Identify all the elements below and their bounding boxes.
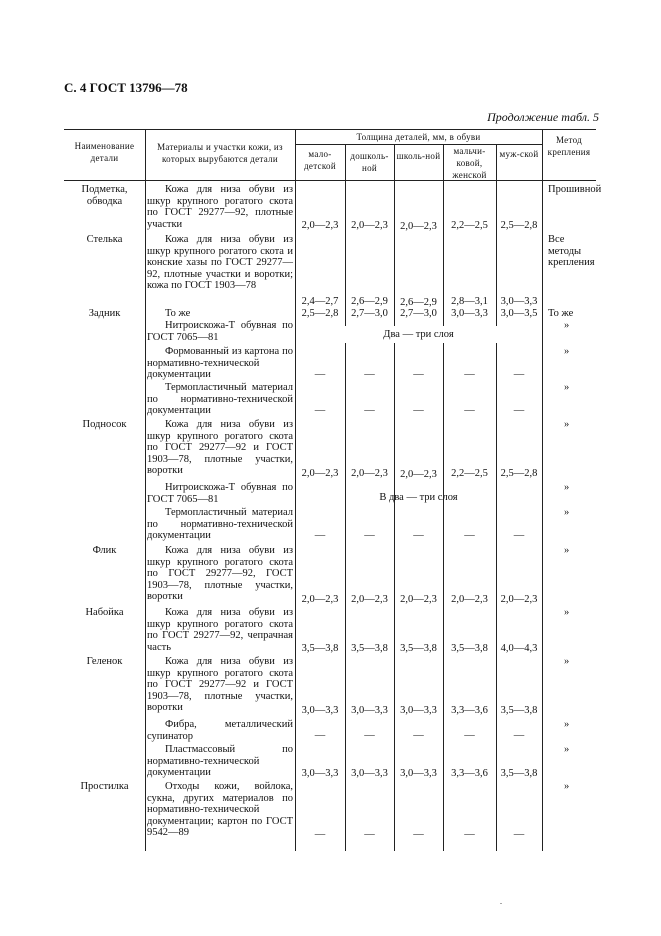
row-value: 3,5—3,8 [400, 643, 437, 654]
row-value: 2,0—2,3 [451, 594, 488, 605]
row-material: Кожа для низа обуви из шкур крупного рогатого скота и конские хазы по ГОСТ 29277—92, плотные участки и воротки; кожа по ГОСТ 1903—78 [147, 234, 293, 292]
thickness-header-rule [295, 144, 542, 145]
row-value: — [364, 829, 375, 840]
row-method: » [564, 482, 570, 493]
col-divider [345, 507, 346, 851]
row-value: — [464, 405, 475, 416]
row-value: 2,5—2,8 [500, 220, 538, 231]
col-divider [145, 129, 146, 851]
row-method: » [564, 320, 570, 331]
row-material: Термопластичный материал по нормативно-технической документации [147, 507, 293, 542]
header-method: Метод крепления [547, 135, 591, 157]
row-name: Геленок [86, 656, 123, 667]
row-value: — [464, 730, 475, 741]
row-value: 2,0—2,3 [301, 468, 339, 479]
row-method: То же [548, 308, 574, 319]
col-divider [394, 144, 395, 180]
row-value: 3,0—3,3 [400, 705, 437, 716]
row-value: — [513, 730, 525, 741]
row-method: Все методы крепления [548, 234, 595, 269]
row-value: — [364, 369, 375, 380]
row-value: — [513, 369, 525, 380]
row-value: 3,0—3,3 [301, 705, 339, 716]
row-name: Флик [92, 545, 117, 556]
row-name: Набойка [85, 607, 124, 618]
row-name: Подносок [82, 419, 127, 430]
row-value: 3,3—3,6 [451, 768, 488, 779]
row-name: Подметка, обводка [81, 184, 128, 207]
row-value: — [314, 369, 326, 380]
row-value: 2,5—2,8 [500, 468, 538, 479]
row-method: » [564, 719, 570, 730]
row-material: Кожа для низа обуви из шкур крупного рогатого скота по ГОСТ 29277—92, плотные участки [147, 184, 293, 230]
row-value: 2,2—2,5 [451, 468, 488, 479]
row-method: Прошивной [548, 184, 602, 195]
row-name: Задник [88, 308, 121, 319]
row-name: Простилка [80, 781, 129, 792]
col-divider [443, 144, 444, 180]
row-value: 2,0—2,3 [400, 221, 437, 232]
header-sub-1: дошколь-ной [350, 151, 389, 173]
row-material: Нитроискожа-Т обувная по ГОСТ 7065—81 [147, 482, 293, 505]
col-divider [443, 507, 444, 851]
row-material: Термопластичный материал по нормативно-технической документации [147, 382, 293, 417]
row-material: Фибра, металлический супинатор [147, 719, 293, 742]
row-value: 3,3—3,6 [451, 705, 488, 716]
row-name: Стелька [86, 234, 123, 245]
row-method: » [564, 507, 570, 518]
row-value: 3,0—3,3 [500, 296, 538, 307]
row-method: » [564, 656, 570, 667]
row-value: — [413, 829, 424, 840]
table-caption: Продолжение табл. 5 [487, 110, 599, 124]
row-value: 2,0—2,3 [351, 594, 388, 605]
row-value: — [364, 405, 375, 416]
row-method: » [564, 382, 570, 393]
header-name: Наименование детали [74, 141, 135, 163]
row-method: » [564, 419, 570, 430]
row-method: » [564, 545, 570, 556]
row-value: 3,0—3,3 [351, 768, 388, 779]
row-value: 3,0—3,3 [451, 308, 488, 319]
row-method: » [564, 781, 570, 792]
header-sub-2: школь-ной [396, 151, 441, 161]
row-value: 2,0—2,3 [301, 220, 339, 231]
row-value: 3,0—3,5 [500, 308, 538, 319]
row-value: — [413, 405, 424, 416]
row-value: 3,5—3,8 [451, 643, 488, 654]
row-value: 2,0—2,3 [400, 594, 437, 605]
row-value: — [314, 405, 326, 416]
col-divider [345, 343, 346, 507]
row-value: 2,7—3,0 [351, 308, 388, 319]
row-value: — [513, 530, 525, 541]
row-value: 3,0—3,3 [301, 768, 339, 779]
row-value: — [314, 829, 326, 840]
row-value: 3,5—3,8 [500, 705, 538, 716]
row-value: — [513, 405, 525, 416]
header-material: Материалы и участки кожи, из которых вырубаются детали [157, 142, 283, 164]
header-sub-4: муж-ской [499, 149, 539, 159]
row-material: Отходы кожи, войлока, сукна, других материалов по нормативно-технической документации; картон по ГОСТ 9542—89 [147, 781, 293, 839]
row-value: — [413, 369, 424, 380]
row-material: Кожа для низа обуви из шкур крупного рогатого скота по ГОСТ 29277—92 и ГОСТ 1903—78, плотные участки, воротки [147, 419, 293, 477]
row-value: — [364, 530, 375, 541]
col-divider [542, 129, 543, 851]
row-value: 2,0—2,3 [301, 594, 339, 605]
row-material: Кожа для низа обуви из шкур крупного рогатого скота по ГОСТ 29277—92 и ГОСТ 1903—78, плотные участки, воротки [147, 656, 293, 714]
row-value: 3,0—3,3 [400, 768, 437, 779]
row-value: — [364, 730, 375, 741]
row-method: » [564, 744, 570, 755]
row-value: — [314, 530, 326, 541]
header-bottom-rule [64, 180, 596, 181]
row-method: » [564, 346, 570, 357]
row-value: 2,0—2,3 [500, 594, 538, 605]
col-divider [443, 343, 444, 507]
header-sub-3: мальчи-ковой, женской [452, 146, 487, 180]
row-value: 2,6—2,9 [400, 297, 437, 308]
scan-dot: . [500, 897, 502, 906]
row-value: 3,5—3,8 [500, 768, 538, 779]
header-sub-0: мало-детской [304, 149, 336, 171]
row-value: — [314, 730, 326, 741]
table-top-rule [64, 129, 596, 130]
row-value: — [413, 730, 424, 741]
row-value: — [513, 829, 525, 840]
row-value: — [464, 829, 475, 840]
col-divider [394, 343, 395, 507]
col-divider [394, 507, 395, 851]
row-method: » [564, 607, 570, 618]
row-material: Формованный из картона по нормативно-технической документации [147, 346, 293, 381]
row-value: 2,5—2,8 [301, 308, 339, 319]
row-material: Кожа для низа обуви из шкур крупного рогатого скота по ГОСТ 29277—92, чепрачная часть [147, 607, 293, 653]
row-value: 2,0—2,3 [400, 469, 437, 480]
row-value: — [413, 530, 424, 541]
row-material: Пластмассовый по нормативно-технической документации [147, 744, 293, 779]
row-value: 2,6—2,9 [351, 296, 388, 307]
row-value: — [464, 530, 475, 541]
row-value: — [464, 369, 475, 380]
page-header: С. 4 ГОСТ 13796—78 [64, 80, 188, 95]
col-divider [496, 343, 497, 507]
row-material: То же [165, 308, 191, 319]
col-divider [496, 144, 497, 180]
row-value: 2,8—3,1 [451, 296, 488, 307]
row-value: 2,0—2,3 [351, 220, 388, 231]
col-divider [295, 129, 296, 851]
row-material: Кожа для низа обуви из шкур крупного рогатого скота по ГОСТ 29277—92, ГОСТ 1903—78, плотные участки, воротки [147, 545, 293, 603]
row-value: 3,5—3,8 [301, 643, 339, 654]
row-value: 3,0—3,3 [351, 705, 388, 716]
row-material: Нитроискожа-Т обувная по ГОСТ 7065—81 [147, 320, 293, 343]
row-value: 2,4—2,7 [301, 296, 339, 307]
row-value: 2,2—2,5 [451, 220, 488, 231]
row-span-note: Два — три слоя [383, 329, 454, 340]
row-value: 2,7—3,0 [400, 308, 437, 319]
col-divider [345, 144, 346, 180]
col-divider [496, 507, 497, 851]
row-span-note: В два — три слоя [379, 492, 458, 503]
row-value: 2,0—2,3 [351, 468, 388, 479]
row-value: 3,5—3,8 [351, 643, 388, 654]
header-thickness: Толщина деталей, мм, в обуви [356, 132, 481, 142]
row-value: 4,0—4,3 [500, 643, 538, 654]
